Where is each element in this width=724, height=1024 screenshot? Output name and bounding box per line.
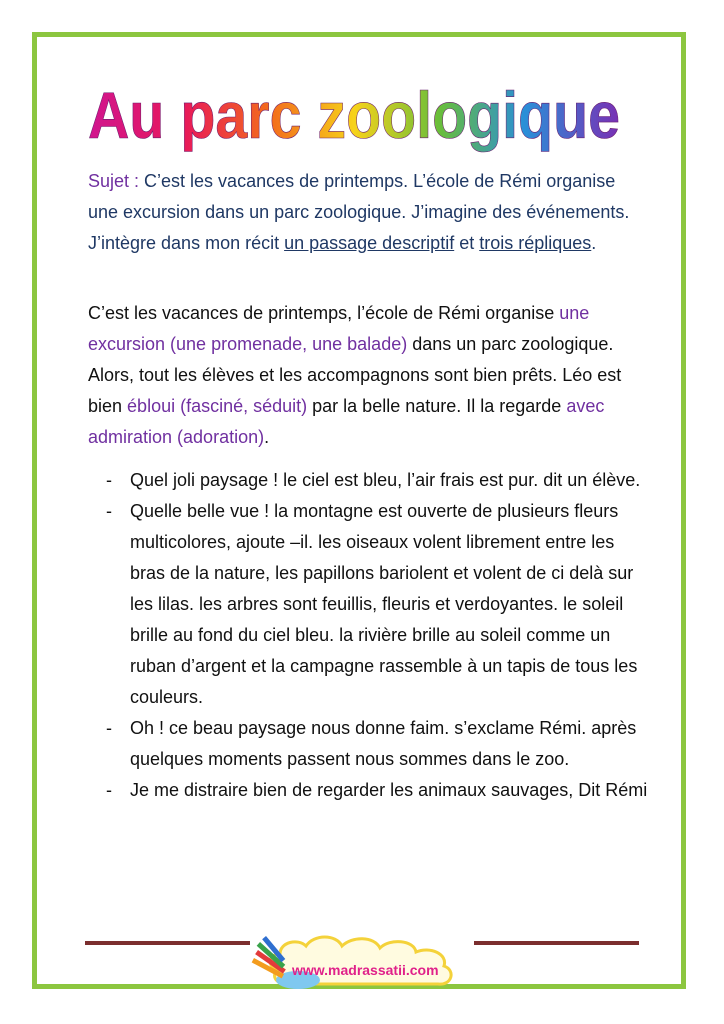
dialogue-line [88,465,648,496]
dialogue-line [88,713,648,775]
narrative-text: par la belle nature. Il la regarde [307,396,567,416]
synonym-ebloui: ébloui (fasciné, séduit) [127,396,308,416]
narrative-text: C’est les vacances de printemps, l’école de Rémi organise [88,303,560,323]
subject-text: . [591,233,597,253]
subject-underline-replies: trois répliques [479,233,592,253]
cloud-pencils-icon [250,930,476,992]
dialogue-line [88,775,648,806]
subject-text: et [454,233,480,253]
subject-underline-descriptive: un passage descriptif [284,233,455,253]
dialogue-dash: - [106,780,112,800]
website-link[interactable]: www.madrassatii.com [292,962,439,978]
dialogue-text: Quel joli paysage ! le ciel est bleu, l’air frais est pur. dit un élève. [130,470,641,490]
narrative-paragraph [88,298,648,453]
synonym-admiration: avec admiration (adoration) [88,396,605,447]
subject-text: C’est les vacances de printemps. L’école de Rémi organise une excursion dans un parc zoologique. J’imagine des événements. J’intègre dans mon récit [88,171,630,253]
dialogue-text: Je me distraire bien de regarder les animaux sauvages, Dit Rémi [130,780,648,800]
subject-paragraph [88,166,648,259]
footer-logo [250,930,476,992]
dialogue-dash: - [106,718,112,738]
dialogue-list [88,465,648,806]
page-title [0,72,724,162]
dialogue-dash: - [106,501,112,521]
dialogue-text: Oh ! ce beau paysage nous donne faim. s’exclame Rémi. après quelques moments passent nous sommes dans le zoo. [130,718,637,769]
narrative-text: . [264,427,270,447]
title-text: Au parc zoologique [88,78,620,152]
dialogue-dash: - [106,470,112,490]
narrative-text: dans un parc zoologique. Alors, tout les élèves et les accompagnons sont bien prêts. Léo est bien [88,334,622,416]
footer-rule-left [85,941,250,945]
footer-rule-right [474,941,639,945]
subject-label: Sujet : [88,171,140,191]
dialogue-line [88,496,648,713]
synonym-excursion: une excursion (une promenade, une balade) [88,303,590,354]
dialogue-text: Quelle belle vue ! la montagne est ouverte de plusieurs fleurs multicolores, ajoute –il. les oiseaux volent librement entre les bras de la nature, les papillons bariolent et volent de ci delà sur les lilas. les arbres sont feuillis, fleuris et verdoyantes. le soleil brille au fond du ciel bleu. la rivière brille au soleil comme un ruban d’argent et la campagne rassemble à un tapis de tous les couleurs. [130,501,638,707]
